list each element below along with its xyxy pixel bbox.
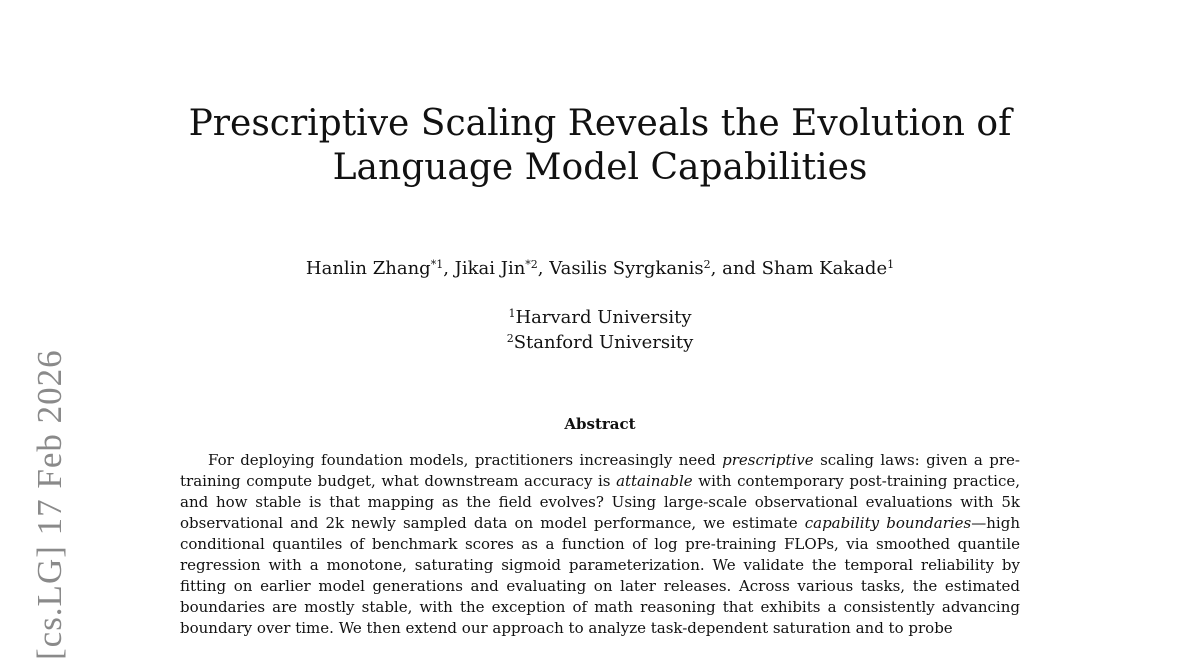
abstract-body (180, 450, 1020, 639)
arxiv-identifier-stamp: [cs.LG] 17 Feb 2026 (30, 349, 69, 660)
abstract-segment-emphasis: attainable (616, 472, 693, 490)
author-affiliation-mark: 1 (887, 258, 895, 271)
author-list (0, 258, 1200, 279)
author-4 (762, 258, 894, 279)
title-line-2: Language Model Capabilities (332, 147, 868, 188)
author-3 (549, 258, 761, 279)
author-separator: , and (710, 258, 762, 279)
affiliation-name: Harvard University (515, 307, 692, 328)
title-line-1: Prescriptive Scaling Reveals the Evolution of (188, 103, 1012, 144)
affiliation-1 (0, 305, 1200, 330)
abstract-segment: For deploying foundation models, practitioners increasingly need (208, 451, 723, 469)
affiliation-name: Stanford University (513, 332, 694, 353)
author-affiliation-mark: *2 (525, 258, 538, 271)
abstract-segment: —high conditional quantiles of benchmark scores as a function of log pre-training FLOPs, via smoothed quantile regression with a monotone, saturating sigmoid parameterization. We validate the temporal reliability by fitting on earlier model generations and evaluating on later releases. Across various tasks, the estimated boundaries are mostly stable, with the exception of math reasoning that exhibits a consistently advancing boundary over time. We then extend our approach to analyze task-dependent saturation and to probe (180, 514, 1020, 637)
affiliation-2 (0, 330, 1200, 355)
affiliation-mark: 2 (506, 332, 514, 345)
abstract-segment: with contemporary post-training practice, and how stable is that mapping as the field evolves? Using large-scale observational evaluations with 5k observational and 2k newly sampled data on model performance, we estimate (180, 472, 1020, 532)
affiliation-mark: 1 (508, 307, 516, 320)
author-affiliation-mark: *1 (430, 258, 444, 271)
author-1 (306, 258, 455, 279)
author-affiliation-mark: 2 (703, 258, 711, 271)
paper-title (0, 102, 1200, 190)
author-separator: , (537, 258, 550, 279)
affiliation-list (0, 305, 1200, 355)
author-name: Vasilis Syrgkanis (549, 258, 704, 279)
author-name: Sham Kakade (761, 258, 888, 279)
abstract-segment-emphasis: prescriptive (722, 451, 814, 469)
author-separator: , (443, 258, 455, 279)
abstract-segment: scaling laws: given a pre-training compute budget, what downstream accuracy is (180, 451, 1020, 490)
author-2 (455, 258, 550, 279)
author-name: Hanlin Zhang (305, 258, 431, 279)
abstract-heading: Abstract (564, 415, 636, 433)
author-name: Jikai Jin (454, 258, 526, 279)
abstract-segment-emphasis: capability boundaries (804, 514, 972, 532)
